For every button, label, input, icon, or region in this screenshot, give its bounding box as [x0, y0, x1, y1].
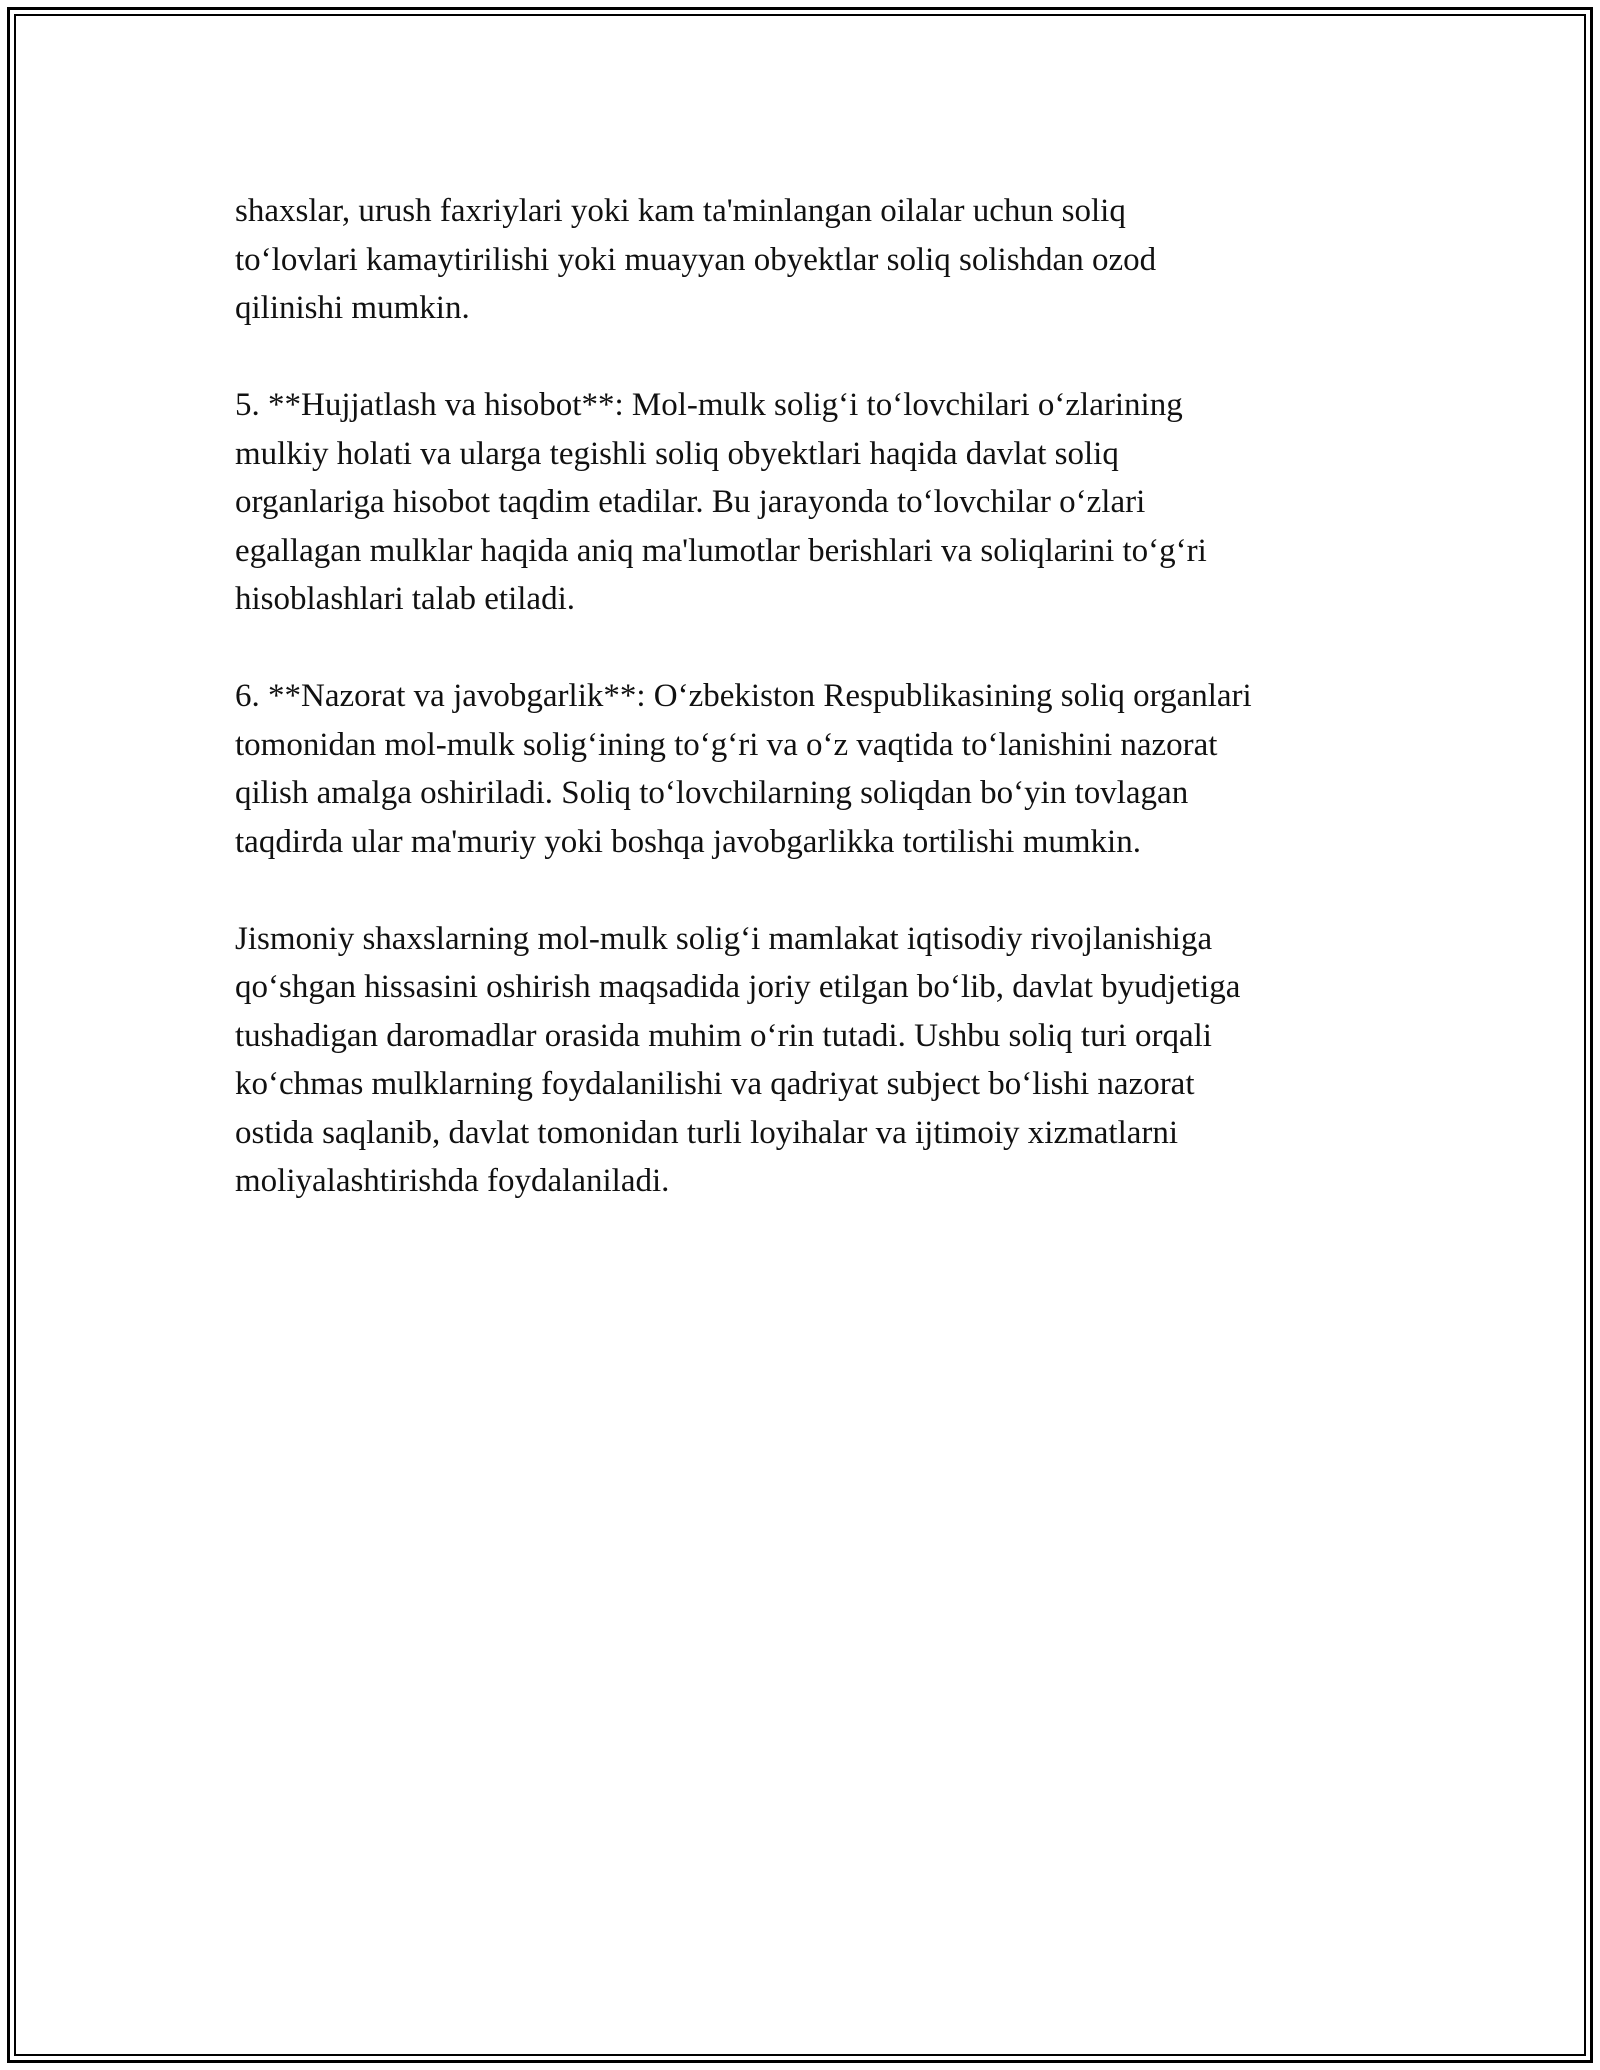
paragraph-continuation: [235, 187, 1385, 333]
text-line: organlariga hisobot taqdim etadilar. Bu jarayonda to‘lovchilar o‘zlari: [235, 484, 1146, 520]
paragraph-conclusion: [235, 915, 1385, 1206]
paragraph-item-5: [235, 381, 1385, 624]
text-line: Jismoniy shaxslarning mol-mulk solig‘i mamlakat iqtisodiy rivojlanishiga: [235, 920, 1213, 957]
text-line: tushadigan daromadlar orasida muhim o‘rin tutadi. Ushbu soliq turi orqali: [235, 1017, 1212, 1054]
paragraph-item-6: [235, 672, 1385, 866]
text-line: hisoblashlari talab etiladi.: [235, 581, 575, 617]
text-line: moliyalashtirishda foydalaniladi.: [235, 1163, 670, 1199]
text-line: qilinishi mumkin.: [235, 290, 470, 326]
document-body: [235, 187, 1385, 1254]
text-line: shaxslar, urush faxriylari yoki kam ta'minlangan oilalar uchun soliq: [235, 193, 1126, 229]
text-line: 5. **Hujjatlash va hisobot**: Mol-mulk solig‘i to‘lovchilari o‘zlarining: [235, 387, 1183, 423]
text-line: ostida saqlanib, davlat tomonidan turli loyihalar va ijtimoiy xizmatlarni: [235, 1114, 1179, 1151]
text-line: 6. **Nazorat va javobgarlik**: O‘zbekiston Respublikasining soliq organlari: [235, 678, 1252, 714]
text-line: qo‘shgan hissasini oshirish maqsadida joriy etilgan bo‘lib, davlat byudjetiga: [235, 969, 1241, 1005]
text-line: ko‘chmas mulklarning foydalanilishi va qadriyat subject bo‘lishi nazorat: [235, 1066, 1195, 1102]
text-line: qilish amalga oshiriladi. Soliq to‘lovchilarning soliqdan bo‘yin tovlagan: [235, 775, 1189, 811]
text-line: mulkiy holati va ularga tegishli soliq obyektlari haqida davlat soliq: [235, 435, 1119, 472]
text-line: tomonidan mol-mulk solig‘ining to‘g‘ri va o‘z vaqtida to‘lanishini nazorat: [235, 726, 1218, 763]
text-line: egallagan mulklar haqida aniq ma'lumotlar berishlari va soliqlarini to‘g‘ri: [235, 532, 1207, 569]
text-line: taqdirda ular ma'muriy yoki boshqa javobgarlikka tortilishi mumkin.: [235, 823, 1141, 860]
text-line: to‘lovlari kamaytirilishi yoki muayyan obyektlar soliq solishdan ozod: [235, 241, 1157, 278]
